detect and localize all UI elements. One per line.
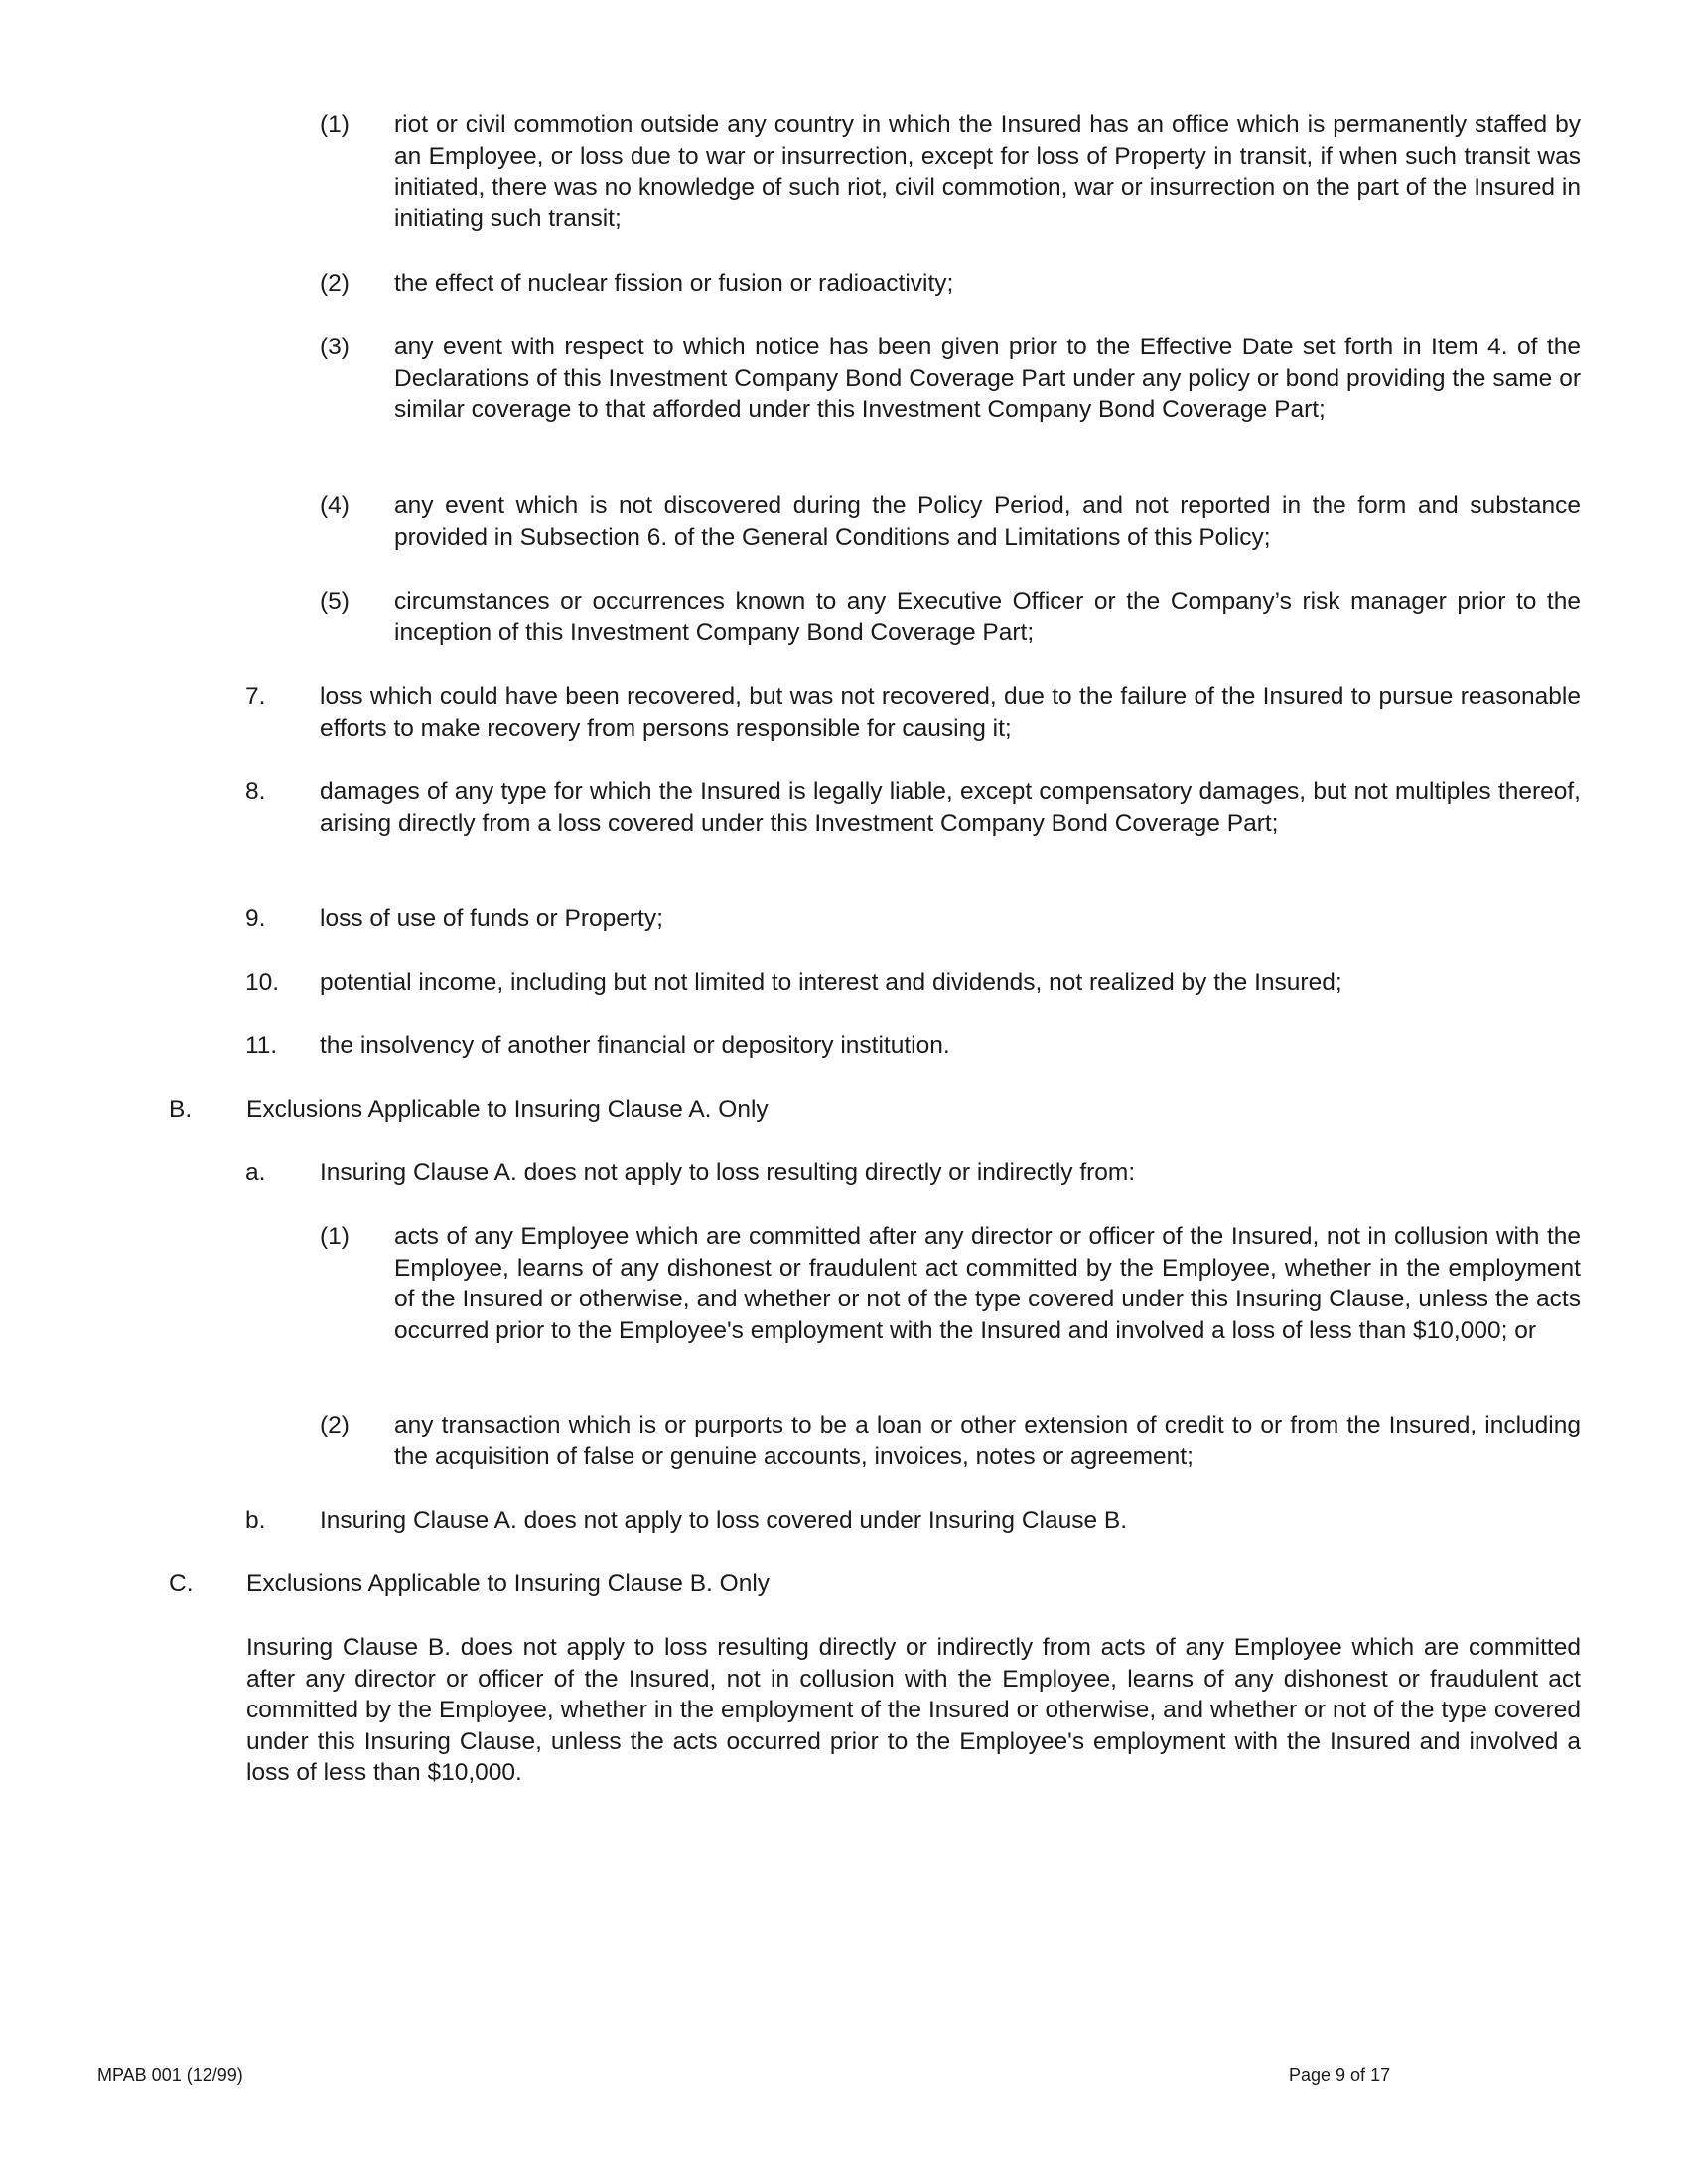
item-text: potential income, including but not limited to interest and dividends, not realized by the Insured;	[320, 969, 1342, 996]
numbered-item	[245, 776, 1581, 839]
clause-marker: (1)	[320, 1223, 350, 1250]
subsection-marker: a.	[245, 1160, 266, 1186]
clause-item	[320, 1221, 1581, 1346]
item-number: 11.	[245, 1032, 278, 1059]
clause-marker: (4)	[320, 492, 350, 519]
item-number: 9.	[245, 905, 266, 932]
section-heading-c	[169, 1569, 1581, 1600]
numbered-item	[245, 1030, 1581, 1062]
item-number: 8.	[245, 778, 266, 805]
clause-text: the effect of nuclear fission or fusion or radioactivity;	[394, 270, 954, 297]
clause-text: circumstances or occurrences known to any Executive Officer or the Company’s risk manager prior to the inception of this Investment Company Bond Coverage Part;	[394, 588, 1581, 646]
item-text: the insolvency of another financial or depository institution.	[320, 1032, 950, 1059]
form-id: MPAB 001 (12/99)	[97, 2065, 243, 2085]
section-heading-b	[169, 1094, 1581, 1126]
clause-item	[320, 109, 1581, 234]
item-text: loss which could have been recovered, but was not recovered, due to the failure of the Insured to pursue reasonable efforts to make recovery from persons responsible for causing it;	[320, 683, 1581, 742]
item-text: damages of any type for which the Insured is legally liable, except compensatory damages, but not multiples thereof, arising directly from a loss covered under this Investment Company Bond Coverage Part;	[320, 778, 1581, 837]
item-text: loss of use of funds or Property;	[320, 905, 663, 932]
clause-text: riot or civil commotion outside any country in which the Insured has an office which is permanently staffed by an Employee, or loss due to war or insurrection, except for loss of Property in transit, if when such transit was initiated, there was no knowledge of such riot, civil commotion, war or insurrection on the part of the Insured in initiating such transit;	[394, 111, 1581, 232]
numbered-item	[245, 681, 1581, 744]
section-marker: B.	[169, 1096, 193, 1123]
clause-marker: (1)	[320, 111, 350, 138]
page-number: Page 9 of 17	[1289, 2065, 1391, 2085]
paragraph-text: Insuring Clause B. does not apply to loss resulting directly or indirectly from acts of any Employee which are committed after any director or officer of the Insured, not in collusion with the Employee, learns of any dishonest or fraudulent act committed by the Employee, whether in the employment of the Insured or otherwise, and whether or not of the type covered under this Insuring Clause, unless the acts occurred prior to the Employee's employment with the Insured and involved a loss of less than $10,000.	[246, 1634, 1581, 1786]
subsection-text: Insuring Clause A. does not apply to loss resulting directly or indirectly from:	[320, 1160, 1136, 1186]
clause-item	[320, 332, 1581, 426]
clause-text: any event which is not discovered during the Policy Period, and not reported in the form and substance provided in Subsection 6. of the General Conditions and Limitations of this Policy;	[394, 492, 1581, 551]
section-marker: C.	[169, 1570, 194, 1597]
clause-text: any transaction which is or purports to be a loan or other extension of credit to or from the Insured, including the acquisition of false or genuine accounts, invoices, notes or agreement;	[394, 1412, 1581, 1470]
section-title: Exclusions Applicable to Insuring Clause B. Only	[246, 1570, 771, 1597]
section-title: Exclusions Applicable to Insuring Clause A. Only	[246, 1096, 769, 1123]
section-c-paragraph	[246, 1632, 1581, 1789]
item-number: 10.	[245, 969, 280, 996]
clause-text: acts of any Employee which are committed after any director or officer of the Insured, not in collusion with the Employee, learns of any dishonest or fraudulent act committed by the Employee, whether in the employment of the Insured or otherwise, and whether or not of the type covered under this Insuring Clause, unless the acts occurred prior to the Employee's employment with the Insured and involved a loss of less than $10,000; or	[394, 1223, 1581, 1344]
clause-text: any event with respect to which notice has been given prior to the Effective Date set forth in Item 4. of the Declarations of this Investment Company Bond Coverage Part under any policy or bond providing the same or similar coverage to that afforded under this Investment Company Bond Coverage Part;	[394, 334, 1581, 423]
clause-item	[320, 268, 1581, 300]
clause-item	[320, 586, 1581, 648]
clause-marker: (2)	[320, 1412, 350, 1438]
subsection-text: Insuring Clause A. does not apply to loss covered under Insuring Clause B.	[320, 1507, 1128, 1534]
clause-marker: (2)	[320, 270, 350, 297]
subsection-a	[245, 1158, 1581, 1189]
clause-marker: (3)	[320, 334, 350, 360]
numbered-item	[245, 903, 1581, 935]
subsection-marker: b.	[245, 1507, 266, 1534]
subsection-b	[245, 1505, 1581, 1537]
clause-marker: (5)	[320, 588, 350, 614]
clause-item	[320, 490, 1581, 553]
item-number: 7.	[245, 683, 266, 710]
numbered-item	[245, 967, 1581, 999]
clause-item	[320, 1410, 1581, 1472]
